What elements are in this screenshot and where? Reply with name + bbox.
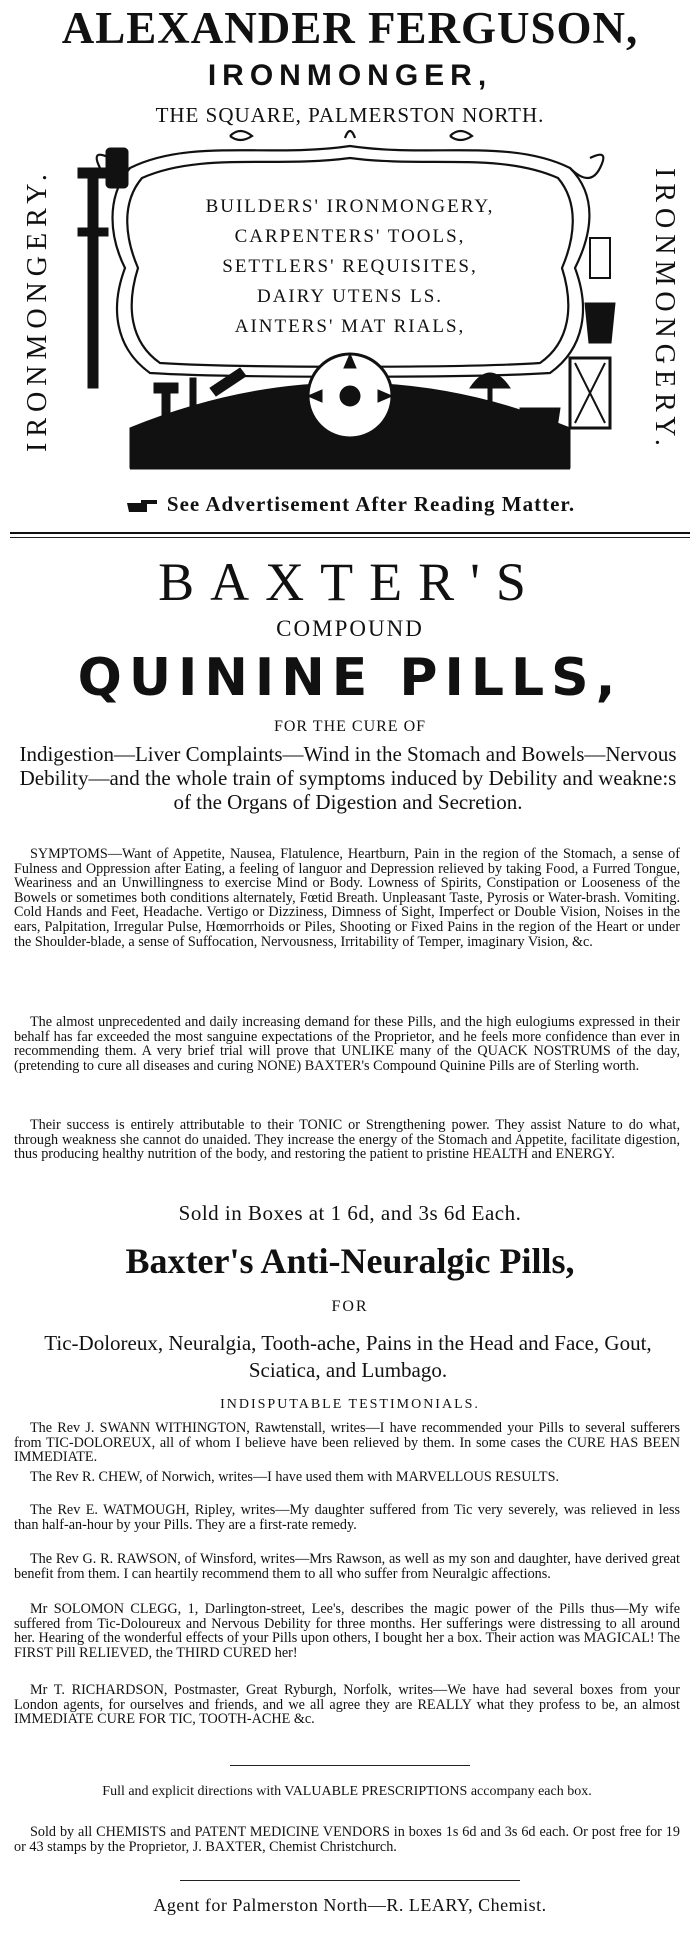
testimonial-item: Mr T. RICHARDSON, Postmaster, Great Ryburgh, Norfolk, writes—We have had several boxes from your London agents, for ourselves and friends, and we all agree they are REALLY what they profess to be, an almost IMMEDIATE CURE FOR TIC, TOOTH-ACHE &c. (14, 1682, 680, 1728)
ferguson-address: THE SQUARE, PALMERSTON NORTH. (155, 103, 545, 127)
quinine-success-paragraph: Their success is entirely attributable to their TONIC or Strengthening power. They assist Nature to do what, through weakness she cannot do unaided. They increase the energy of the Stomach and Appetite, facilitate digestion, thus producing healthy nutrition of the body, and restoring the patient to pristine HEALTH and ENERGY. (14, 1117, 680, 1163)
testimonial-item: The Rev R. CHEW, of Norwich, writes—I have used them with MARVELLOUS RESULTS. (30, 1469, 560, 1485)
neuralgic-for-line: FOR (331, 1298, 369, 1315)
goods-item: BUILDERS' IRONMONGERY, (205, 196, 495, 217)
quinine-demand-paragraph: The almost unprecedented and daily increasing demand for these Pills, and the high eulogiums expressed in their behalf has far exceeded the most sanguine expectations of the Proprietor, and he feels more confidence than ever in recommending them. A very brief trial will prove that UNLIKE many of the QUACK NOSTRUMS of the day, (pretending to cure all diseases and curing NONE) BAXTER's Compound Quinine Pills are of Sterling worth. (14, 1014, 680, 1074)
short-rule (230, 1765, 470, 1766)
neuralgic-lead-text: Tic-Doloreux, Neuralgia, Tooth-ache, Pains in the Head and Face, Gout, Sciatica, and Lumbago. (44, 1331, 652, 1382)
side-label-right: IRONMONGERY. (649, 168, 680, 452)
ferguson-name: ALEXANDER FERGUSON, (61, 3, 639, 53)
neuralgic-title: Baxter's Anti-Neuralgic Pills, (125, 1241, 575, 1281)
ferguson-trade: IRONMONGER, (207, 59, 493, 92)
quinine-symptoms-paragraph: SYMPTOMS—Want of Appetite, Nausea, Flatulence, Heartburn, Pain in the region of the Stomach, a sense of Fulness and Oppression after Eating, a feeling of languor and Depression relieved by taking Food, a Furred Tongue, Weariness and an Unwillingness to exercise Mind or Body. Lowness of Spirits, Constipation or Looseness of the Bowels or sometimes both conditions alternately, Fœtid Breath. Unpleasant Taste, Pyrosis or Water-brash. Vomiting. Cold Hands and Feet, Headache. Vertigo or Dizziness, Dimness of Sight, Imperfect or Double Vision, Noises in the ears, Palpitation, Irregular Pulse, Hœmorrhoids or Piles, Shooting or Fixed Pains in the region of the Heart or under the Shoulder-blade, a sense of Suffocation, Nervousness, Irritability of Temper, imaginary Vision, &c. (14, 846, 680, 950)
neuralgic-agent: Agent for Palmerston North—R. LEARY, Chemist. (153, 1895, 547, 1915)
see-advertisement-notice (0, 492, 700, 517)
quinine-cure-line: FOR THE CURE OF (273, 718, 427, 735)
section-divider (10, 537, 690, 538)
neuralgic-sold-by: Sold by all CHEMISTS and PATENT MEDICINE VENDORS in boxes 1s 6d and 3s 6d each. Or post free for 19 or 43 stamps by the Proprietor, J. BAXTER, Chemist Christchurch. (14, 1824, 680, 1855)
goods-list (175, 192, 525, 342)
quinine-price-line: Sold in Boxes at 1 6d, and 3s 6d Each. (178, 1201, 522, 1225)
testimonial-item: The Rev E. WATMOUGH, Ripley, writes—My daughter suffered from Tic very severely, was relieved in less than half-an-hour by your Pills. They are a first-rate remedy. (14, 1502, 680, 1533)
testimonial-item: Mr SOLOMON CLEGG, 1, Darlington-street, Lee's, describes the magic power of the Pills thus—My wife suffered from Tic-Doloureux and Nervous Debility for three months. Her sufferings were distressing to all around her. Hearing of the wonderful effects of your Pills upon others, I bought her a box. Their action was MAGICAL! The FIRST Pill RELIEVED, the THIRD CURED her! (14, 1601, 680, 1661)
short-rule (180, 1880, 520, 1881)
goods-item: AINTERS' MAT RIALS, (234, 316, 466, 337)
goods-item: DAIRY UTENS LS. (256, 286, 444, 307)
quinine-brand-title: BAXTER'S (158, 552, 542, 612)
neuralgic-directions: Full and explicit directions with VALUABLE PRESCRIPTIONS accompany each box. (102, 1784, 592, 1799)
goods-item: SETTLERS' REQUISITES, (222, 256, 478, 277)
testimonial-item: The Rev G. R. RAWSON, of Winsford, writes—Mrs Rawson, as well as my son and daughter, have derived great benefit from them. I can heartily recommend them to all who suffer from Neuralgic affections. (14, 1551, 680, 1582)
side-label-left: IRONMONGERY. (22, 168, 53, 452)
quinine-product-title: QUININE PILLS, (77, 648, 623, 708)
goods-item: CARPENTERS' TOOLS, (234, 226, 466, 247)
testimonials-heading: INDISPUTABLE TESTIMONIALS. (220, 1397, 480, 1412)
ferguson-advertisement (0, 0, 700, 525)
section-divider (10, 532, 690, 534)
pointing-hand-icon (125, 498, 159, 514)
testimonial-item: The Rev J. SWANN WITHINGTON, Rawtenstall, writes—I have recommended your Pills to several sufferers from TIC-DOLOREUX, all of whom I believe have been relieved by them. In some cases the CURE HAS BEEN IMMEDIATE. (14, 1420, 680, 1466)
quinine-lead-text: Indigestion—Liver Complaints—Wind in the Stomach and Bowels—Nervous Debility—and the whole train of symptoms induced by Debility and weakne:s of the Organs of Digestion and Secretion. (19, 742, 677, 814)
quinine-compound-label: COMPOUND (276, 616, 424, 641)
see-notice-text: See Advertisement After Reading Matter. (166, 492, 576, 516)
